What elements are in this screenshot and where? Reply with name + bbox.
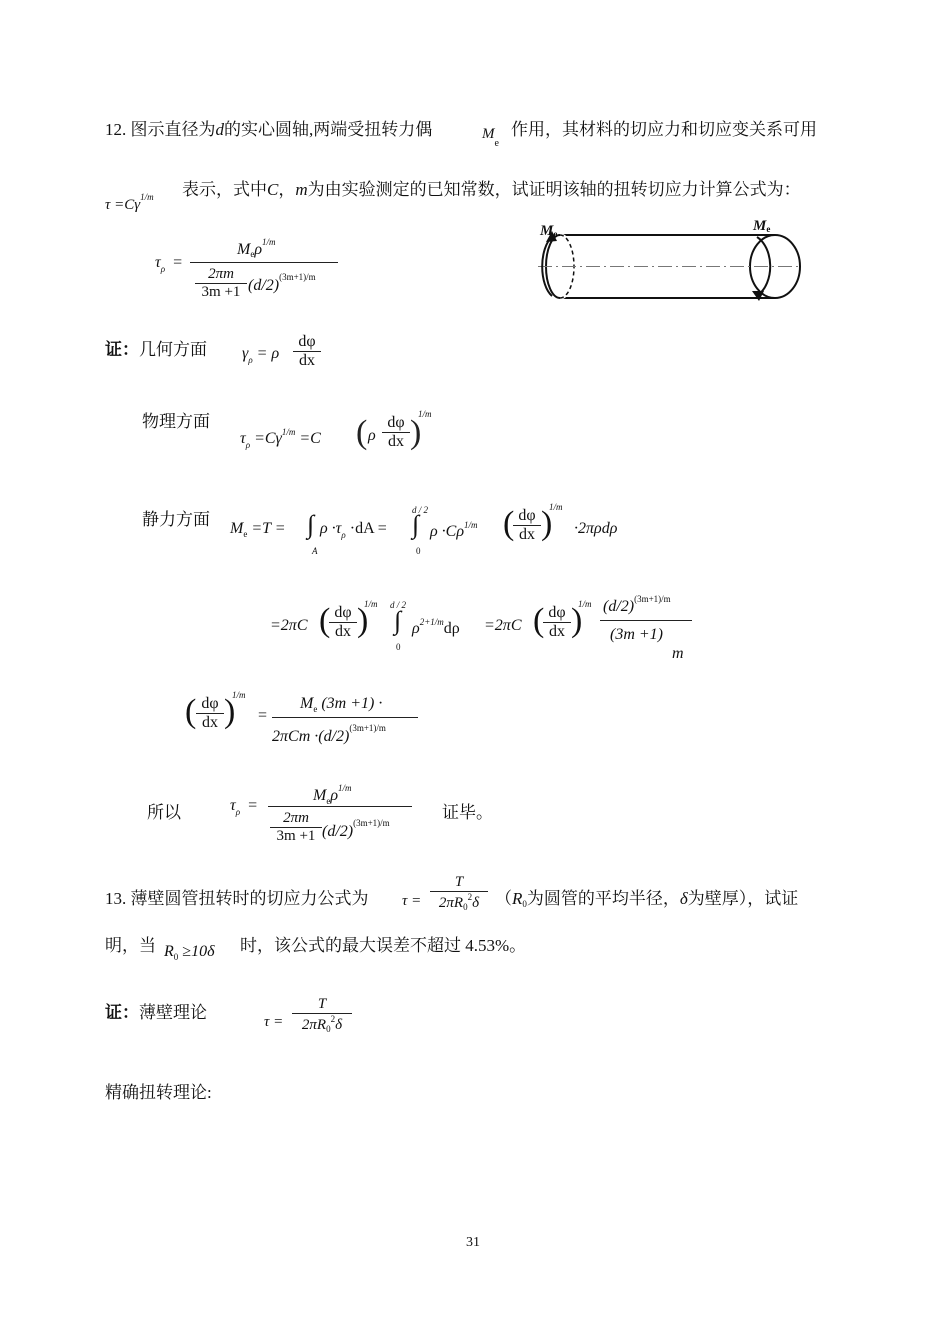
main-formula-bar [190,262,338,263]
final-den-frac: 2πm 3m +1 [270,810,322,845]
final-lhs: $\tau_\rho$ = [230,797,258,817]
static-mid: $\rho \cdot\tau_\rho \cdot dA$ = [320,520,387,540]
line2-frac-num: $(d/2)^{(3m+1)/m}$ [603,594,671,615]
proof13-exact: 精确扭转理论: [105,1083,212,1102]
line2-int-upper: d / 2 [390,600,407,610]
integral-1-lower: A [312,546,318,556]
p13-line1-rest: （R0为圆管的平均半径，δ为壁厚），试证 [495,889,799,909]
main-formula-numerator: Meρ$^{1/m}$ [237,237,276,259]
static-formula-lhs: $M_e =T$ = [230,520,286,539]
figure-label-right: Me [753,218,771,234]
p13-line2-end: 时，该公式的最大误差不超过 4.53%。 [240,936,527,955]
proof12-qed: 证毕。 [442,803,493,822]
phys-exp: 1/m [418,409,432,419]
line2-paren-right: ) [357,602,369,639]
res-dphi-dx: dφ dx [196,695,224,732]
p13-tau-eq: τ = [402,893,422,909]
res-den: $2\pi Cm \cdot(d/2)^{(3m+1)/m}$ [272,723,386,745]
res-bar [272,717,418,718]
res-eq: = [258,707,268,724]
line2-dphi-dx-2: dφ dx [543,604,571,641]
res-paren-right: ) [224,693,236,730]
main-formula-lhs: $\tau_\rho$ = [155,254,183,274]
line2-paren2-left: ( [533,602,545,639]
final-bar [268,806,412,807]
proof12-static-label: 静力方面 [142,510,210,529]
line2-int-lower: 0 [396,642,401,652]
proof12-so: 所以 [147,803,181,822]
proof13-frac: T $2\pi R_0^2\delta$ [292,996,352,1034]
res-exp: 1/m [232,690,246,700]
var-d: d [215,120,224,139]
final-num: $M_e\rho^{1/m}$ [313,783,352,806]
line2-frac-den: (3m +1) [610,626,664,643]
problem-12-line1 [105,120,432,140]
line2-integrand: $\rho^{2+1/m}d\rho$ [412,617,460,637]
phys-formula: $\tau_\rho =C\gamma^{1/m} =C$ [240,427,321,450]
final-den-paren: $(d/2)^{(3m+1)/m}$ [322,818,390,840]
p12-text-b: 的实心圆轴,两端受扭转力偶 [224,120,433,139]
figure-label-left: Me [540,223,558,239]
proof13-tau-eq: τ = [264,1014,284,1030]
static-exp: 1/m [549,502,563,512]
phys-paren-left: ( [356,414,368,451]
static-tail: ·2πρdρ [574,520,618,537]
p12-text-c: 作用，其材料的切应力和切应变关系可用 [511,120,817,139]
problem-12-line2: 表示，式中C，m为由实验测定的已知常数，试证明该轴的扭转切应力计算公式为： [182,180,801,199]
line2-dphi-dx: dφ dx [329,604,357,641]
p13-frac: T $2\pi R_0^2\delta$ [430,874,488,912]
integral-2: ∫ [412,510,420,539]
integral-1: ∫ [307,510,315,539]
static-rhs: $\rho \cdot C\rho^{1/m}$ [430,520,478,540]
phys-paren-right: ) [410,414,422,451]
proof12-geom-label: 证：几何方面 [105,340,207,359]
static-dphi-dx: dφ dx [513,507,541,544]
res-paren-left: ( [185,693,197,730]
main-formula-den-frac: 2πm 3m +1 [195,266,247,301]
line2-paren2-right: ) [571,602,583,639]
line2-frac-bar [600,620,692,621]
p13-condition: $R_0 \ge 10\delta$ [164,943,215,962]
phys-rho: ρ [368,427,376,444]
p13-line2-start: 明，当 [105,936,156,955]
phys-dphi-dx: dφ dx [382,414,410,451]
page-number: 31 [466,1235,480,1250]
static-paren-left: ( [503,505,515,542]
res-num: $M_e$ (3m +1) · [300,695,383,714]
main-formula-den-paren: $(d/2)^{(3m+1)/m}$ [248,272,316,294]
line2-eq2: =2πC [484,617,522,634]
integral-3: ∫ [394,606,402,635]
geom-formula: $\gamma_\rho = \rho$ [242,345,280,365]
p13-line1-start: 13. 薄壁圆管扭转时的切应力公式为 [105,889,369,908]
static-paren-right: ) [541,505,553,542]
geom-dphi-dx: dφ dx [293,333,321,370]
proof12-phys-label: 物理方面 [142,412,210,431]
line2-lead: =2πC [270,617,308,634]
proof13-label: 证：薄壁理论 [105,1003,207,1022]
shaft-figure [530,215,820,315]
integral-2-upper: d / 2 [412,505,429,515]
line2-paren-left: ( [319,602,331,639]
constitutive-law: $\tau =C\gamma^{1/m}$ [105,192,154,213]
integral-2-lower: 0 [416,546,421,556]
line2-exp2: 1/m [578,599,592,609]
line2-exp: 1/m [364,599,378,609]
symbol-me: $M_e$ [482,126,499,149]
line2-frac-den-m: m [672,645,684,662]
p12-text-a: 12. 图示直径为 [105,120,216,139]
